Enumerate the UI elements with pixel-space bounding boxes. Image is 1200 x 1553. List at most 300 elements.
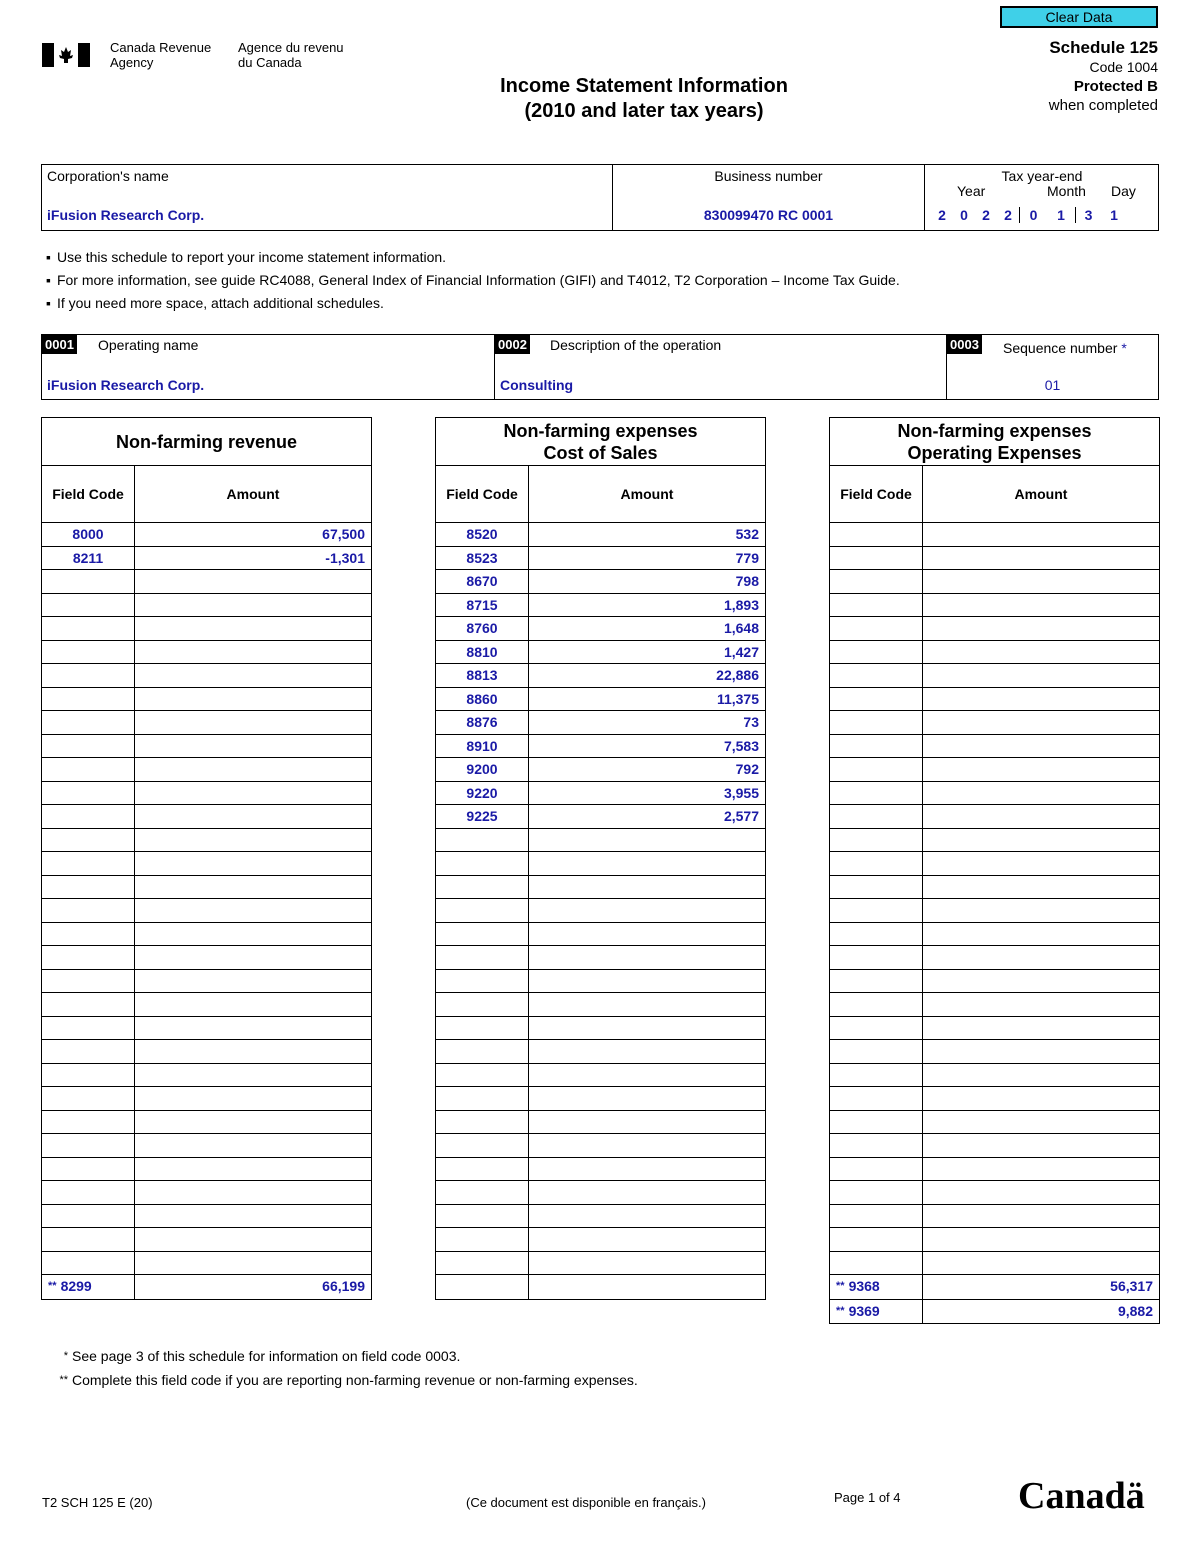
field-code-cell[interactable] bbox=[42, 1064, 135, 1087]
agency-name-fr: Agence du revenu du Canada bbox=[238, 40, 344, 70]
field-code-cell[interactable] bbox=[830, 946, 923, 969]
amount-cell[interactable] bbox=[923, 688, 1159, 711]
page-number: Page 1 of 4 bbox=[834, 1490, 901, 1505]
field-code-cell[interactable] bbox=[42, 688, 135, 711]
amount-cell[interactable] bbox=[529, 1017, 765, 1040]
table-row bbox=[830, 664, 1159, 688]
amount-cell[interactable] bbox=[135, 711, 371, 734]
amount-cell[interactable]: -1,301 bbox=[325, 549, 365, 566]
field-code-cell[interactable] bbox=[830, 688, 923, 711]
amount-cell[interactable] bbox=[923, 1064, 1159, 1087]
amount-cell[interactable]: 11,375 bbox=[716, 690, 759, 707]
table-row bbox=[830, 594, 1159, 618]
table-row bbox=[436, 923, 765, 947]
table-row bbox=[830, 970, 1159, 994]
field-code-cell[interactable] bbox=[42, 923, 135, 946]
field-code-cell[interactable] bbox=[830, 1087, 923, 1110]
amount-cell[interactable]: 7,583 bbox=[723, 737, 759, 754]
field-code-cell[interactable] bbox=[436, 899, 529, 922]
table-row bbox=[436, 1087, 765, 1111]
amount-cell[interactable]: 779 bbox=[735, 549, 759, 566]
field-code-cell[interactable] bbox=[830, 1181, 923, 1204]
agency-name-en: Canada Revenue Agency bbox=[110, 40, 212, 70]
amount-cell[interactable] bbox=[923, 946, 1159, 969]
amount-cell[interactable] bbox=[923, 1205, 1159, 1228]
field-code-cell[interactable] bbox=[830, 617, 923, 640]
amount-cell[interactable] bbox=[923, 1017, 1159, 1040]
field-code-cell[interactable] bbox=[42, 1087, 135, 1110]
field-code-cell[interactable]: 8000 bbox=[42, 523, 135, 546]
field-code-cell[interactable] bbox=[42, 1134, 135, 1157]
table-title-line: Operating Expenses bbox=[907, 442, 1082, 463]
amount-cell[interactable] bbox=[923, 523, 1159, 546]
table-row bbox=[42, 1228, 371, 1252]
field-code-cell[interactable] bbox=[436, 1040, 529, 1063]
amount-cell[interactable] bbox=[135, 1205, 371, 1228]
table-row bbox=[436, 664, 765, 688]
instruction-item: ▪ For more information, see guide RC4088, General Index of Financial Information (GIFI) and T4012, T2 Corporation – Income Tax Guide. bbox=[46, 269, 900, 292]
amount-cell[interactable] bbox=[135, 688, 371, 711]
field-code-cell[interactable] bbox=[42, 899, 135, 922]
field-code-0002: 0002 bbox=[495, 335, 530, 354]
field-code-cell[interactable] bbox=[42, 1017, 135, 1040]
field-code-cell[interactable] bbox=[42, 758, 135, 781]
corp-name-label: Corporation's name bbox=[47, 168, 169, 184]
amount-cell[interactable] bbox=[923, 1252, 1159, 1275]
french-availability: (Ce document est disponible en français.) bbox=[466, 1495, 706, 1510]
operating-name-field[interactable]: iFusion Research Corp. bbox=[47, 377, 205, 393]
field-code-cell[interactable] bbox=[830, 1111, 923, 1134]
field-code-cell[interactable] bbox=[830, 758, 923, 781]
table-row bbox=[42, 547, 371, 571]
field-code-cell[interactable] bbox=[42, 1158, 135, 1181]
amount-cell[interactable] bbox=[923, 547, 1159, 570]
schedule-info: Schedule 125 Code 1004 Protected B when completed bbox=[1048, 38, 1158, 114]
field-code-cell[interactable] bbox=[42, 1205, 135, 1228]
field-code-cell[interactable] bbox=[42, 1252, 135, 1275]
instructions-list bbox=[46, 246, 900, 315]
amount-cell[interactable] bbox=[923, 1134, 1159, 1157]
table-title bbox=[42, 418, 371, 466]
amount-cell[interactable] bbox=[529, 829, 765, 852]
total-row bbox=[830, 1275, 1159, 1299]
column-headers bbox=[830, 466, 1159, 523]
table-row bbox=[436, 1228, 765, 1252]
field-code-cell[interactable]: ** 9368 bbox=[830, 1275, 923, 1299]
table-row bbox=[436, 735, 765, 759]
form-number: T2 SCH 125 E (20) bbox=[42, 1495, 153, 1510]
canada-wordmark: Canadä bbox=[1018, 1475, 1145, 1517]
field-code-cell[interactable] bbox=[830, 1040, 923, 1063]
field-code-cell[interactable]: 9225 bbox=[436, 805, 529, 828]
table-title-line: Non-farming expenses bbox=[503, 420, 698, 441]
amount-header: Amount bbox=[620, 486, 674, 502]
amount-cell[interactable] bbox=[135, 594, 371, 617]
field-code-cell[interactable] bbox=[436, 993, 529, 1016]
table-title bbox=[830, 418, 1159, 466]
amount-cell[interactable] bbox=[135, 993, 371, 1016]
field-code-cell[interactable] bbox=[42, 946, 135, 969]
field-code-cell[interactable] bbox=[830, 711, 923, 734]
amount-cell[interactable] bbox=[135, 782, 371, 805]
amount-cell[interactable]: 73 bbox=[743, 714, 759, 730]
amount-cell[interactable] bbox=[529, 1205, 765, 1228]
amount-cell[interactable] bbox=[923, 899, 1159, 922]
field-code-cell[interactable] bbox=[436, 829, 529, 852]
table-row bbox=[436, 946, 765, 970]
amount-cell[interactable]: 2,577 bbox=[723, 808, 759, 824]
field-code-cell[interactable]: 8715 bbox=[436, 594, 529, 617]
field-code-cell[interactable] bbox=[436, 1181, 529, 1204]
table-row bbox=[42, 688, 371, 712]
field-code-cell[interactable] bbox=[830, 664, 923, 687]
field-code-cell[interactable]: 8813 bbox=[436, 664, 529, 687]
amount-cell[interactable]: 66,199 bbox=[322, 1278, 365, 1294]
amount-cell[interactable]: 22,886 bbox=[716, 667, 759, 683]
amount-cell[interactable] bbox=[529, 1252, 765, 1275]
sequence-number-field[interactable]: 01 bbox=[1044, 377, 1061, 393]
amount-cell[interactable] bbox=[135, 899, 371, 922]
table-row bbox=[830, 641, 1159, 665]
field-code-cell[interactable] bbox=[830, 1064, 923, 1087]
amount-cell[interactable] bbox=[135, 876, 371, 899]
amount-cell[interactable] bbox=[529, 1158, 765, 1181]
amount-cell[interactable] bbox=[529, 899, 765, 922]
field-code-cell[interactable] bbox=[830, 1134, 923, 1157]
field-code-cell[interactable]: 8810 bbox=[436, 641, 529, 664]
amount-cell[interactable]: 9,882 bbox=[1117, 1303, 1153, 1319]
amount-cell[interactable]: 3,955 bbox=[723, 784, 759, 801]
field-code-cell[interactable] bbox=[830, 805, 923, 828]
field-code-cell[interactable] bbox=[830, 782, 923, 805]
field-code-cell[interactable] bbox=[42, 711, 135, 734]
amount-cell[interactable] bbox=[135, 805, 371, 828]
field-code-cell[interactable] bbox=[42, 782, 135, 805]
table-row bbox=[42, 1087, 371, 1111]
amount-cell[interactable] bbox=[529, 1275, 765, 1299]
table-row bbox=[42, 923, 371, 947]
amount-cell[interactable] bbox=[135, 1111, 371, 1134]
field-code-cell[interactable]: ** 9369 bbox=[830, 1300, 923, 1323]
table-row bbox=[42, 641, 371, 665]
table-row bbox=[830, 617, 1159, 641]
field-code-cell[interactable] bbox=[830, 641, 923, 664]
instruction-item: ▪ If you need more space, attach additional schedules. bbox=[46, 292, 900, 315]
field-code-cell[interactable] bbox=[42, 1111, 135, 1134]
table-row bbox=[830, 1087, 1159, 1111]
amount-cell[interactable] bbox=[529, 1181, 765, 1204]
amount-cell[interactable] bbox=[529, 1040, 765, 1063]
table-title bbox=[436, 418, 765, 466]
table-row bbox=[830, 1017, 1159, 1041]
table-row bbox=[42, 782, 371, 806]
table-row bbox=[436, 1040, 765, 1064]
field-code-cell[interactable] bbox=[436, 970, 529, 993]
field-code-cell[interactable] bbox=[42, 641, 135, 664]
identification-box bbox=[41, 164, 1159, 231]
amount-cell[interactable] bbox=[923, 641, 1159, 664]
field-code-cell[interactable] bbox=[436, 946, 529, 969]
field-code-0003: 0003 bbox=[947, 335, 982, 354]
amount-cell[interactable] bbox=[923, 923, 1159, 946]
field-code-cell[interactable] bbox=[42, 1228, 135, 1251]
field-code-cell[interactable] bbox=[42, 735, 135, 758]
table-row bbox=[436, 1111, 765, 1135]
operating-expenses-table bbox=[829, 417, 1160, 1300]
amount-cell[interactable]: 67,500 bbox=[322, 526, 365, 542]
field-code-cell[interactable] bbox=[830, 1017, 923, 1040]
table-row bbox=[830, 923, 1159, 947]
field-code-cell[interactable] bbox=[436, 1064, 529, 1087]
table-row bbox=[436, 641, 765, 665]
field-code-cell[interactable]: 9220 bbox=[436, 782, 529, 805]
amount-cell[interactable] bbox=[923, 1111, 1159, 1134]
amount-cell[interactable] bbox=[135, 735, 371, 758]
column-headers bbox=[42, 466, 371, 523]
amount-cell[interactable] bbox=[135, 1158, 371, 1181]
amount-cell[interactable] bbox=[135, 1040, 371, 1063]
field-code-cell[interactable] bbox=[436, 1087, 529, 1110]
field-code-cell[interactable]: ** 8299 bbox=[42, 1275, 135, 1299]
amount-cell[interactable] bbox=[923, 782, 1159, 805]
table-row bbox=[42, 852, 371, 876]
field-code-cell[interactable] bbox=[830, 523, 923, 546]
field-code-cell[interactable] bbox=[830, 735, 923, 758]
field-code-cell[interactable] bbox=[436, 1228, 529, 1251]
amount-cell[interactable] bbox=[529, 970, 765, 993]
amount-cell[interactable] bbox=[135, 1134, 371, 1157]
table-row bbox=[42, 829, 371, 853]
field-code-cell[interactable] bbox=[436, 1275, 529, 1299]
table-row bbox=[830, 899, 1159, 923]
amount-cell[interactable]: 532 bbox=[735, 526, 759, 542]
field-code-cell[interactable] bbox=[830, 570, 923, 593]
field-code-cell[interactable] bbox=[830, 1158, 923, 1181]
field-code-cell[interactable] bbox=[42, 570, 135, 593]
amount-cell[interactable] bbox=[529, 1228, 765, 1251]
table-row bbox=[830, 1111, 1159, 1135]
amount-cell[interactable] bbox=[923, 1087, 1159, 1110]
table-row bbox=[830, 1252, 1159, 1276]
table-row bbox=[42, 664, 371, 688]
table-row bbox=[830, 1228, 1159, 1252]
table-row bbox=[830, 876, 1159, 900]
column-headers bbox=[436, 466, 765, 523]
amount-cell[interactable] bbox=[923, 1228, 1159, 1251]
table-row bbox=[42, 993, 371, 1017]
table-row bbox=[42, 523, 371, 547]
table-row bbox=[42, 617, 371, 641]
clear-data-button[interactable]: Clear Data bbox=[1000, 6, 1158, 28]
field-code-cell[interactable]: 8523 bbox=[436, 547, 529, 570]
field-code-cell[interactable] bbox=[436, 876, 529, 899]
field-code-cell[interactable] bbox=[830, 876, 923, 899]
field-code-cell[interactable]: 8910 bbox=[436, 735, 529, 758]
amount-cell[interactable] bbox=[135, 1017, 371, 1040]
table-row bbox=[42, 570, 371, 594]
amount-cell[interactable] bbox=[135, 641, 371, 664]
amount-cell[interactable] bbox=[923, 876, 1159, 899]
amount-cell[interactable] bbox=[923, 805, 1159, 828]
amount-cell[interactable] bbox=[923, 970, 1159, 993]
field-code-cell[interactable] bbox=[436, 852, 529, 875]
amount-cell[interactable]: 792 bbox=[735, 761, 759, 777]
tax-year-end-label: Tax year-end bbox=[1001, 168, 1083, 184]
field-code-cell[interactable] bbox=[436, 1134, 529, 1157]
field-code-cell[interactable] bbox=[830, 594, 923, 617]
field-code-cell[interactable] bbox=[830, 1252, 923, 1275]
amount-cell[interactable] bbox=[135, 617, 371, 640]
field-code-cell[interactable] bbox=[830, 1228, 923, 1251]
table-row bbox=[830, 1181, 1159, 1205]
amount-cell[interactable] bbox=[529, 1134, 765, 1157]
field-code-cell[interactable]: 8670 bbox=[436, 570, 529, 593]
amount-cell[interactable]: 56,317 bbox=[1110, 1278, 1153, 1294]
table-row bbox=[436, 899, 765, 923]
amount-cell[interactable] bbox=[529, 876, 765, 899]
field-code-cell[interactable] bbox=[830, 923, 923, 946]
field-code-cell[interactable] bbox=[830, 899, 923, 922]
description-field[interactable]: Consulting bbox=[500, 377, 574, 393]
amount-cell[interactable] bbox=[135, 664, 371, 687]
field-code-cell[interactable] bbox=[830, 993, 923, 1016]
field-code-cell[interactable] bbox=[436, 1158, 529, 1181]
amount-cell[interactable] bbox=[529, 1111, 765, 1134]
corp-name-field[interactable]: iFusion Research Corp. bbox=[47, 207, 205, 223]
field-code-cell[interactable] bbox=[42, 852, 135, 875]
amount-cell[interactable] bbox=[529, 1064, 765, 1087]
day-label: Day bbox=[1111, 183, 1136, 199]
field-code-cell[interactable] bbox=[42, 876, 135, 899]
field-code-cell[interactable]: 8760 bbox=[436, 617, 529, 640]
canada-flag-icon bbox=[42, 43, 90, 67]
field-code-0001: 0001 bbox=[42, 335, 77, 354]
field-code-cell[interactable]: 8876 bbox=[436, 711, 529, 734]
field-code-cell[interactable] bbox=[42, 993, 135, 1016]
amount-cell[interactable] bbox=[135, 570, 371, 593]
amount-cell[interactable] bbox=[923, 1181, 1159, 1204]
amount-cell[interactable] bbox=[135, 923, 371, 946]
field-code-cell[interactable] bbox=[830, 852, 923, 875]
table-row bbox=[830, 570, 1159, 594]
amount-cell[interactable]: 1,648 bbox=[723, 620, 759, 636]
table-row bbox=[436, 1134, 765, 1158]
table-row bbox=[436, 1205, 765, 1229]
total-row bbox=[42, 1275, 371, 1299]
table-row bbox=[42, 594, 371, 618]
amount-cell[interactable] bbox=[923, 570, 1159, 593]
field-code-cell[interactable] bbox=[42, 1040, 135, 1063]
tax-year-end-field[interactable]: 2 0 2 2 0 1 3 1 bbox=[938, 207, 1118, 223]
amount-cell[interactable] bbox=[923, 711, 1159, 734]
amount-cell[interactable] bbox=[135, 1181, 371, 1204]
field-code-cell[interactable] bbox=[42, 970, 135, 993]
amount-cell[interactable] bbox=[923, 1158, 1159, 1181]
table-row bbox=[436, 594, 765, 618]
amount-cell[interactable] bbox=[135, 1087, 371, 1110]
amount-cell[interactable] bbox=[923, 594, 1159, 617]
amount-cell[interactable] bbox=[923, 993, 1159, 1016]
amount-cell[interactable] bbox=[923, 735, 1159, 758]
amount-cell[interactable] bbox=[923, 758, 1159, 781]
field-code-cell[interactable] bbox=[436, 1111, 529, 1134]
field-code-cell[interactable] bbox=[42, 1181, 135, 1204]
amount-cell[interactable] bbox=[135, 970, 371, 993]
amount-cell[interactable] bbox=[529, 852, 765, 875]
business-number-field[interactable]: 830099470 RC 0001 bbox=[703, 207, 834, 223]
field-code-cell[interactable] bbox=[42, 664, 135, 687]
field-code-cell[interactable] bbox=[436, 1252, 529, 1275]
amount-cell[interactable] bbox=[529, 993, 765, 1016]
table-row bbox=[42, 1040, 371, 1064]
table-row bbox=[830, 711, 1159, 735]
amount-cell[interactable] bbox=[923, 852, 1159, 875]
field-code-cell[interactable]: 8860 bbox=[436, 688, 529, 711]
table-row bbox=[436, 852, 765, 876]
table-row bbox=[42, 946, 371, 970]
required-marker: ** bbox=[836, 1305, 845, 1317]
table-row bbox=[42, 711, 371, 735]
table-row bbox=[830, 782, 1159, 806]
amount-cell[interactable]: 798 bbox=[735, 573, 759, 589]
amount-cell[interactable] bbox=[135, 946, 371, 969]
table-row bbox=[830, 1205, 1159, 1229]
amount-cell[interactable] bbox=[529, 1087, 765, 1110]
amount-cell[interactable] bbox=[135, 758, 371, 781]
amount-cell[interactable] bbox=[135, 1064, 371, 1087]
field-code-cell[interactable] bbox=[42, 805, 135, 828]
field-code-cell[interactable]: 8211 bbox=[42, 547, 135, 570]
field-code-cell[interactable] bbox=[42, 829, 135, 852]
amount-cell[interactable] bbox=[135, 852, 371, 875]
field-code-cell[interactable] bbox=[42, 617, 135, 640]
amount-cell[interactable]: 1,893 bbox=[723, 596, 759, 613]
field-code-cell[interactable] bbox=[436, 923, 529, 946]
cost-of-sales-table bbox=[435, 417, 766, 1300]
amount-cell[interactable] bbox=[923, 829, 1159, 852]
field-code-cell[interactable] bbox=[436, 1017, 529, 1040]
field-code-cell[interactable] bbox=[830, 970, 923, 993]
amount-cell[interactable] bbox=[923, 617, 1159, 640]
business-number-label: Business number bbox=[714, 168, 823, 184]
table-row bbox=[42, 1017, 371, 1041]
field-code-cell[interactable]: 9200 bbox=[436, 758, 529, 781]
month-label: Month bbox=[1047, 183, 1086, 199]
table-row bbox=[830, 758, 1159, 782]
amount-cell[interactable] bbox=[529, 946, 765, 969]
table-row bbox=[436, 805, 765, 829]
field-code-cell[interactable] bbox=[436, 1205, 529, 1228]
amount-cell[interactable] bbox=[923, 664, 1159, 687]
amount-cell[interactable] bbox=[135, 829, 371, 852]
field-code-cell[interactable]: 8520 bbox=[436, 523, 529, 546]
field-code-cell[interactable] bbox=[830, 829, 923, 852]
amount-cell[interactable] bbox=[923, 1040, 1159, 1063]
table-row bbox=[42, 1064, 371, 1088]
amount-cell[interactable]: 1,427 bbox=[723, 643, 759, 660]
footnotes: * See page 3 of this schedule for information on field code 0003. ** Complete this field code if you are reporting non-farming revenue or non-farming expenses. bbox=[59, 1348, 638, 1388]
field-code-cell[interactable] bbox=[830, 547, 923, 570]
table-row bbox=[830, 993, 1159, 1017]
operating-box bbox=[41, 334, 1159, 400]
amount-cell[interactable] bbox=[529, 923, 765, 946]
amount-cell[interactable] bbox=[135, 1228, 371, 1251]
field-code-cell[interactable] bbox=[42, 594, 135, 617]
field-code-cell[interactable] bbox=[830, 1205, 923, 1228]
page-title: Income Statement Information (2010 and later tax years) bbox=[500, 75, 788, 122]
amount-cell[interactable] bbox=[135, 1252, 371, 1275]
table-row bbox=[830, 1040, 1159, 1064]
